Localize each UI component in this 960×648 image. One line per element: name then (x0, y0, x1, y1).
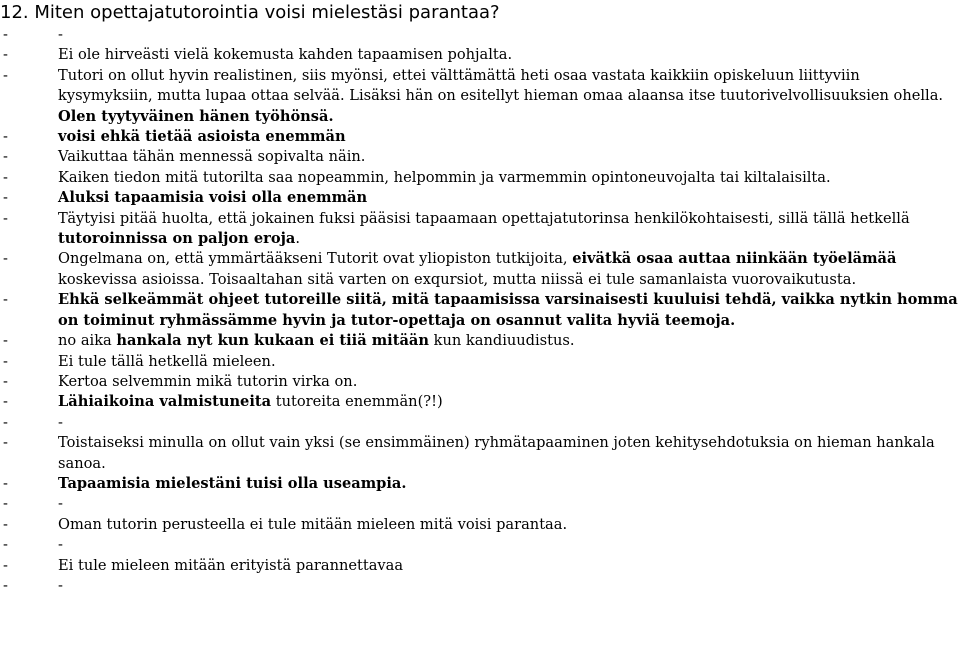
text-segment: Ei ole hirveästi vielä kokemusta kahden tapaamisen pohjalta. (58, 46, 513, 64)
response-item (0, 433, 960, 474)
bullet-dash: - (3, 250, 8, 268)
text-segment: Vaikuttaa tähän mennessä sopivalta näin. (58, 148, 366, 166)
response-item (0, 331, 960, 351)
response-list (0, 25, 960, 596)
response-text (58, 147, 958, 167)
text-segment: Toistaiseksi minulla on ollut vain yksi (se ensimmäinen) ryhmätapaaminen joten kehitysehdotuksia on hieman hankala sanoa. (58, 434, 935, 472)
response-item (0, 474, 960, 494)
response-item (0, 535, 960, 555)
response-text (58, 352, 958, 372)
bullet-dash: - (3, 291, 8, 309)
response-item (0, 494, 960, 514)
text-segment: Ei tule mieleen mitään erityistä parannettavaa (58, 556, 404, 574)
text-segment: - (58, 495, 63, 513)
response-text (58, 392, 958, 412)
response-item (0, 576, 960, 596)
text-segment: Kertoa selvemmin mikä tutorin virka on. (58, 372, 358, 390)
response-item (0, 25, 960, 45)
bold-segment: voisi ehkä tietää asioista enemmän (58, 128, 346, 146)
text-segment: - (58, 26, 63, 43)
bullet-dash: - (3, 372, 8, 390)
response-text (58, 494, 958, 514)
text-segment: Oman tutorin perusteella ei tule mitään mieleen mitä voisi parantaa. (58, 515, 568, 533)
bold-segment: hankala nyt kun kukaan ei tiiä mitään (116, 332, 429, 350)
bold-segment: Lähiaikoina valmistuneita (58, 393, 272, 411)
response-text (58, 188, 958, 208)
response-item (0, 45, 960, 65)
response-text (58, 25, 958, 45)
response-text (58, 372, 958, 392)
bullet-dash: - (3, 495, 8, 513)
bullet-dash: - (3, 352, 8, 370)
response-text (58, 249, 958, 290)
response-text (58, 556, 958, 576)
response-item (0, 249, 960, 290)
response-text (58, 433, 958, 474)
bullet-dash: - (3, 26, 8, 43)
response-item (0, 147, 960, 167)
text-segment: - (58, 536, 63, 554)
text-segment: koskevissa asioissa. Toisaaltahan sitä varten on exqursiot, mutta niissä ei tule samanlaista vuorovaikutusta. (58, 270, 857, 288)
text-segment: no aika (58, 332, 117, 350)
bold-segment: eivätkä osaa auttaa niinkään työelämää (572, 250, 897, 268)
response-text (58, 515, 958, 535)
response-text (58, 290, 958, 331)
response-text (58, 45, 958, 65)
response-item (0, 290, 960, 331)
bold-segment: Aluksi tapaamisia voisi olla enemmän (58, 189, 368, 207)
response-text (58, 535, 958, 555)
bold-segment: Olen tyytyväinen hänen työhönsä. (58, 107, 334, 125)
response-item (0, 209, 960, 250)
response-text (58, 168, 958, 188)
response-item (0, 515, 960, 535)
response-text (58, 576, 958, 596)
response-item (0, 188, 960, 208)
text-segment: Kaiken tiedon mitä tutorilta saa nopeammin, helpommin ja varmemmin opintoneuvojalta tai kiltalaisilta. (58, 168, 831, 186)
response-item (0, 127, 960, 147)
bold-segment: Ehkä selkeämmät ohjeet tutoreille siitä, mitä tapaamisissa varsinaisesti kuuluisi tehdä, vaikka nytkin homma on toiminut ryhmässämme hyvin ja tutor-opettaja on osannut valita hyviä teemoja. (58, 291, 958, 329)
response-text (58, 209, 958, 250)
bullet-dash: - (3, 556, 8, 574)
response-item (0, 413, 960, 433)
question-heading: 12. Miten opettajatutorointia voisi mielestäsi parantaa? (0, 2, 500, 23)
bullet-dash: - (3, 209, 8, 227)
text-segment: - (58, 576, 63, 594)
bullet-dash: - (3, 189, 8, 207)
bold-segment: Tapaamisia mielestäni tuisi olla useampia. (58, 474, 407, 492)
response-item (0, 168, 960, 188)
bullet-dash: - (3, 393, 8, 411)
bold-segment: tutoroinnissa on paljon eroja (58, 230, 296, 248)
response-item (0, 372, 960, 392)
text-segment: - (58, 413, 63, 431)
text-segment: Täytyisi pitää huolta, että jokainen fuksi pääsisi tapaamaan opettajatutorinsa henkilökohtaisesti, sillä tällä hetkellä (58, 209, 910, 227)
bullet-dash: - (3, 413, 8, 431)
bullet-dash: - (3, 46, 8, 64)
response-item (0, 392, 960, 412)
bullet-dash: - (3, 434, 8, 452)
bullet-dash: - (3, 332, 8, 350)
text-segment: Ei tule tällä hetkellä mieleen. (58, 352, 276, 370)
response-text (58, 413, 958, 433)
text-segment: Ongelmana on, että ymmärtääkseni Tutorit ovat yliopiston tutkijoita, (58, 250, 573, 268)
text-segment: kun kandiuudistus. (429, 332, 575, 350)
bullet-dash: - (3, 148, 8, 166)
response-text (58, 474, 958, 494)
response-item (0, 352, 960, 372)
bullet-dash: - (3, 515, 8, 533)
bullet-dash: - (3, 474, 8, 492)
response-item (0, 66, 960, 127)
response-text (58, 66, 958, 127)
response-text (58, 127, 958, 147)
text-segment: . (295, 230, 300, 248)
bullet-dash: - (3, 536, 8, 554)
text-segment: tutoreita enemmän(?!) (271, 393, 443, 411)
bullet-dash: - (3, 66, 8, 84)
text-segment: Tutori on ollut hyvin realistinen, siis myönsi, ettei välttämättä heti osaa vastata kaikkiin opiskeluun liittyviin kysymyksiin, mutta lupaa ottaa selvää. Lisäksi hän on esitellyt hieman omaa alaansa itse tuutorivelvollisuuksien ohella. (58, 66, 944, 105)
bullet-dash: - (3, 168, 8, 186)
bullet-dash: - (3, 576, 8, 594)
response-text (58, 331, 958, 351)
response-item (0, 556, 960, 576)
bullet-dash: - (3, 128, 8, 146)
